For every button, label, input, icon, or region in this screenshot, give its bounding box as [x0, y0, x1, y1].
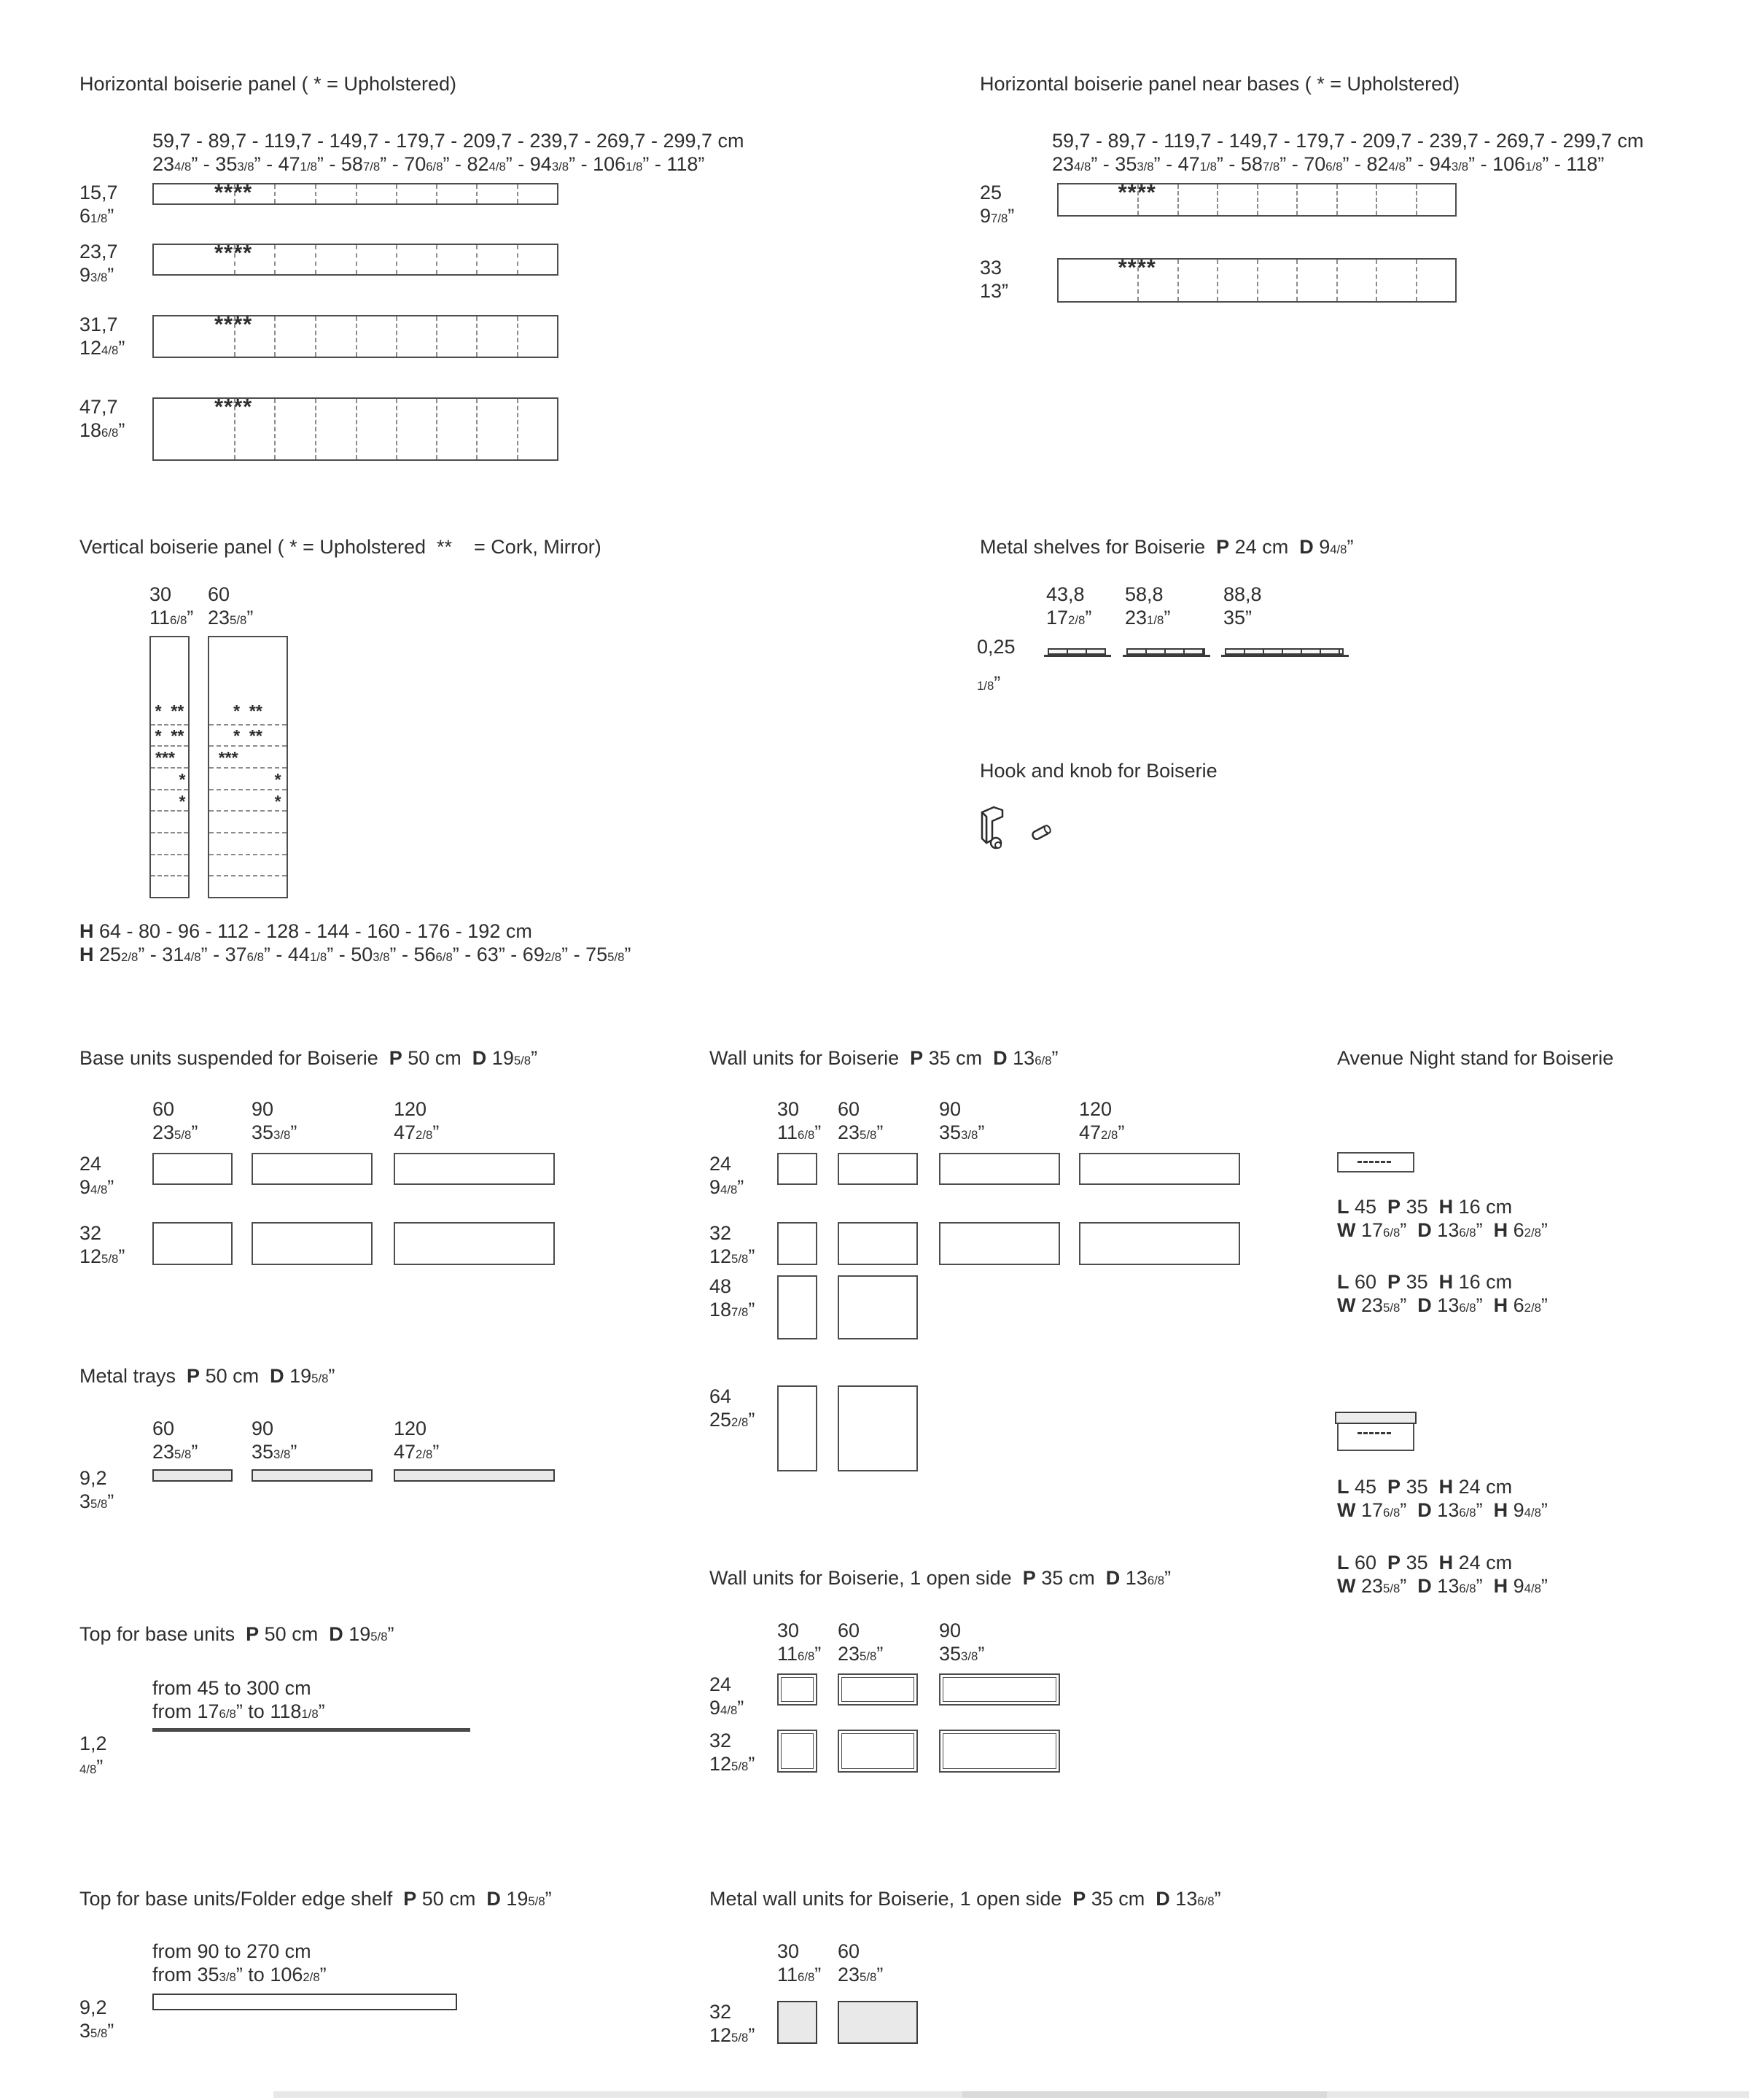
- col-label-cm: 90: [252, 1098, 274, 1120]
- col-label-cm: 90: [939, 1619, 962, 1641]
- material-marks: * **: [233, 726, 262, 745]
- col-label-cm: 60: [838, 1940, 860, 1962]
- panel-module-divider: [151, 854, 188, 855]
- panel-module-divider: [436, 399, 437, 459]
- panel-module-divider: [209, 832, 287, 833]
- material-marks: * **: [155, 701, 184, 720]
- col-label-cm: 58,8: [1125, 583, 1164, 605]
- tray-diagram: [394, 1469, 555, 1482]
- panel-module-divider: [476, 184, 478, 203]
- spec-in: W 235/8” D 136/8” H 62/8”: [1337, 1294, 1548, 1316]
- vertical-panel-diagram: [208, 636, 288, 898]
- section-title: Wall units for Boiserie P 35 cm D 136/8”: [709, 1047, 1059, 1069]
- col-label-in: 35”: [1223, 607, 1253, 629]
- col-label-in: 116/8”: [777, 1121, 822, 1143]
- section-title: Wall units for Boiserie, 1 open side P 35 cm D 136/8”: [709, 1567, 1172, 1589]
- panel-module-divider: [1217, 260, 1218, 301]
- row-label-cm: 32: [79, 1222, 102, 1244]
- unit-box: [777, 1275, 817, 1339]
- vertical-panel-diagram: [149, 636, 190, 898]
- row-label-in: 1/8”: [977, 672, 1001, 694]
- hook-icon: [980, 805, 1012, 852]
- panel-module-divider: [209, 789, 287, 790]
- panel-module-divider: [209, 767, 287, 769]
- panel-module-divider: [274, 184, 276, 203]
- panel-module-divider: [234, 245, 235, 274]
- night-stand-diagram-h24: [1337, 1420, 1414, 1451]
- unit-box: [394, 1153, 555, 1185]
- col-label-in: 472/8”: [1079, 1121, 1125, 1143]
- panel-diagram: [152, 179, 558, 205]
- panel-module-divider: [476, 399, 478, 459]
- row-label-cm: 9,2: [79, 1467, 107, 1489]
- panel-module-divider: [396, 184, 397, 203]
- spec-in: W 176/8” D 136/8” H 94/8”: [1337, 1499, 1548, 1521]
- material-marks: * **: [155, 726, 184, 745]
- col-label-cm: 60: [152, 1418, 175, 1439]
- row-label-cm: 32: [709, 1730, 732, 1751]
- col-label-in: 353/8”: [939, 1121, 985, 1143]
- row-label-cm: 32: [709, 1222, 732, 1244]
- col-label-cm: 120: [394, 1418, 427, 1439]
- row-label-in: 94/8”: [79, 1176, 114, 1198]
- material-marks: *: [179, 770, 186, 789]
- col-label-in: 235/8”: [208, 607, 254, 629]
- unit-box: [939, 1153, 1060, 1185]
- row-label-in: 61/8”: [79, 205, 114, 227]
- page-bottom-crop-strip: [962, 2091, 1327, 2098]
- panel-module-divider: [1177, 184, 1179, 215]
- metal-unit-box: [777, 2001, 817, 2044]
- row-label-in: 125/8”: [79, 1245, 125, 1267]
- panel-module-divider: [1336, 184, 1338, 215]
- panel-module-divider: [151, 832, 188, 833]
- spec-in: W 176/8” D 136/8” H 62/8”: [1337, 1219, 1548, 1241]
- open-unit-box: [838, 1730, 918, 1773]
- panel-module-divider: [151, 745, 188, 747]
- row-label-cm: 31,7: [79, 314, 118, 335]
- upholstered-stars: ****: [214, 311, 253, 337]
- panel-module-divider: [151, 810, 188, 812]
- panel-module-divider: [209, 875, 287, 876]
- panel-diagram: [1057, 179, 1457, 217]
- row-label-in: 125/8”: [709, 2024, 755, 2046]
- col-label-cm: 120: [394, 1098, 427, 1120]
- section-title: Top for base units/Folder edge shelf P 50 cm D 195/8”: [79, 1888, 552, 1910]
- material-marks: * **: [233, 701, 262, 720]
- night-stand-diagram-h16: [1337, 1152, 1414, 1172]
- col-label-in: 235/8”: [838, 1643, 884, 1665]
- drawer-dashes: [1357, 1161, 1391, 1163]
- col-label-in: 472/8”: [394, 1441, 440, 1463]
- section-title: Horizontal boiserie panel near bases ( * = Upholstered): [980, 73, 1460, 95]
- shelf-diagram: [1225, 648, 1344, 655]
- upholstered-stars: ****: [1118, 179, 1156, 205]
- shelf-diagram: [1126, 648, 1205, 655]
- unit-box: [1079, 1153, 1240, 1185]
- panel-module-divider: [396, 399, 397, 459]
- col-label-cm: 30: [777, 1619, 800, 1641]
- spec-cm: L 45 P 35 H 16 cm: [1337, 1196, 1513, 1218]
- range-cm: from 90 to 270 cm: [152, 1940, 311, 1962]
- section-title: Vertical boiserie panel ( * = Upholstered ** = Cork, Mirror): [79, 536, 601, 558]
- row-label-cm: 32: [709, 2001, 732, 2023]
- panel-module-divider: [1137, 184, 1139, 215]
- row-label-cm: 24: [79, 1153, 102, 1175]
- unit-box: [939, 1222, 1060, 1265]
- row-label-cm: 25: [980, 182, 1002, 203]
- tray-diagram: [152, 1469, 233, 1482]
- panel-module-divider: [1217, 184, 1218, 215]
- row-label-in: 94/8”: [709, 1176, 744, 1198]
- row-label-in: 186/8”: [79, 419, 125, 441]
- panel-module-divider: [396, 316, 397, 357]
- col-label-in: 472/8”: [394, 1121, 440, 1143]
- row-label-cm: 0,25: [977, 636, 1016, 658]
- col-label-in: 235/8”: [838, 1121, 884, 1143]
- panel-module-divider: [1296, 260, 1298, 301]
- row-label-cm: 64: [709, 1385, 732, 1407]
- unit-box: [152, 1222, 233, 1265]
- open-unit-box: [939, 1730, 1060, 1773]
- dims-in: 234/8” - 353/8” - 471/8” - 587/8” - 706/8” - 824/8” - 943/8” - 1061/8” - 118”: [152, 153, 705, 175]
- material-marks: ***: [218, 748, 238, 767]
- spec-cm: L 60 P 35 H 16 cm: [1337, 1271, 1513, 1293]
- row-label-in: 94/8”: [709, 1697, 744, 1719]
- panel-module-divider: [315, 184, 316, 203]
- panel-module-divider: [315, 399, 316, 459]
- col-label-in: 235/8”: [838, 1964, 884, 1986]
- panel-module-divider: [209, 724, 287, 726]
- tray-diagram: [252, 1469, 373, 1482]
- panel-module-divider: [1416, 184, 1417, 215]
- row-label-cm: 48: [709, 1275, 732, 1297]
- panel-module-divider: [476, 245, 478, 274]
- row-label-in: 13”: [980, 280, 1009, 302]
- row-label-cm: 47,7: [79, 396, 118, 418]
- unit-box: [838, 1275, 918, 1339]
- panel-module-divider: [1336, 260, 1338, 301]
- material-marks: *: [274, 770, 281, 789]
- panel-module-divider: [315, 245, 316, 274]
- col-label-cm: 60: [152, 1098, 175, 1120]
- col-label-cm: 90: [939, 1098, 962, 1120]
- panel-module-divider: [209, 810, 287, 812]
- drawer-dashes: [1357, 1432, 1391, 1434]
- panel-module-divider: [274, 316, 276, 357]
- upholstered-stars: ****: [214, 394, 253, 419]
- col-label-cm: 60: [208, 583, 230, 605]
- unit-box: [838, 1222, 918, 1265]
- col-label-cm: 43,8: [1046, 583, 1085, 605]
- panel-module-divider: [274, 245, 276, 274]
- upholstered-stars: ****: [214, 179, 253, 205]
- panel-diagram: [152, 311, 558, 358]
- panel-module-divider: [1296, 184, 1298, 215]
- panel-module-divider: [151, 767, 188, 769]
- section-title: Metal trays P 50 cm D 195/8”: [79, 1365, 335, 1387]
- row-label-cm: 23,7: [79, 241, 118, 262]
- range-in: from 176/8” to 1181/8”: [152, 1700, 325, 1722]
- col-label-cm: 60: [838, 1098, 860, 1120]
- col-label-in: 235/8”: [152, 1121, 198, 1143]
- panel-module-divider: [356, 399, 357, 459]
- dims-cm: 59,7 - 89,7 - 119,7 - 149,7 - 179,7 - 209,7 - 239,7 - 269,7 - 299,7 cm: [152, 130, 744, 152]
- material-marks: *: [179, 792, 186, 811]
- unit-box: [394, 1222, 555, 1265]
- col-label-cm: 90: [252, 1418, 274, 1439]
- panel-module-divider: [234, 399, 235, 459]
- upholstered-stars: ****: [1118, 254, 1156, 280]
- unit-box: [777, 1153, 817, 1185]
- panel-module-divider: [356, 245, 357, 274]
- panel-module-divider: [1177, 260, 1179, 301]
- heights-cm: H 64 - 80 - 96 - 112 - 128 - 144 - 160 - 176 - 192 cm: [79, 920, 532, 942]
- panel-diagram: [152, 394, 558, 461]
- top-diagram: [152, 1728, 470, 1732]
- panel-module-divider: [436, 316, 437, 357]
- col-label-in: 172/8”: [1046, 607, 1092, 629]
- unit-box: [838, 1385, 918, 1471]
- section-title: Avenue Night stand for Boiserie: [1337, 1047, 1614, 1069]
- col-label-cm: 60: [838, 1619, 860, 1641]
- unit-box: [1079, 1222, 1240, 1265]
- unit-box: [838, 1153, 918, 1185]
- row-label-in: 125/8”: [709, 1753, 755, 1775]
- panel-module-divider: [356, 184, 357, 203]
- panel-module-divider: [1376, 260, 1377, 301]
- panel-module-divider: [274, 399, 276, 459]
- unit-box: [777, 1222, 817, 1265]
- col-label-in: 231/8”: [1125, 607, 1171, 629]
- panel-module-divider: [517, 245, 518, 274]
- panel-module-divider: [209, 745, 287, 747]
- unit-box: [252, 1222, 373, 1265]
- heights-in: H 252/8” - 314/8” - 376/8” - 441/8” - 503/8” - 566/8” - 63” - 692/8” - 755/8”: [79, 944, 631, 965]
- row-label-cm: 33: [980, 257, 1002, 279]
- section-title: Metal shelves for Boiserie P 24 cm D 94/8”: [980, 536, 1354, 558]
- row-label-in: 252/8”: [709, 1409, 755, 1431]
- unit-box: [252, 1153, 373, 1185]
- shelf-diagram: [152, 1994, 457, 2010]
- row-label-in: 125/8”: [709, 1245, 755, 1267]
- open-unit-box: [939, 1673, 1060, 1706]
- panel-diagram: [152, 240, 558, 276]
- panel-module-divider: [315, 316, 316, 357]
- panel-module-divider: [234, 316, 235, 357]
- col-label-cm: 30: [777, 1098, 800, 1120]
- col-label-cm: 120: [1079, 1098, 1113, 1120]
- open-unit-box: [777, 1673, 817, 1706]
- col-label-in: 116/8”: [777, 1643, 822, 1665]
- open-unit-box: [838, 1673, 918, 1706]
- shelf-baseline: [1044, 655, 1111, 657]
- section-title: Base units suspended for Boiserie P 50 cm D 195/8”: [79, 1047, 538, 1069]
- spec-in: W 235/8” D 136/8” H 94/8”: [1337, 1575, 1548, 1597]
- row-label-cm: 24: [709, 1153, 732, 1175]
- panel-module-divider: [436, 245, 437, 274]
- panel-module-divider: [209, 854, 287, 855]
- col-label-in: 116/8”: [149, 607, 194, 629]
- section-title: Hook and knob for Boiserie: [980, 760, 1218, 782]
- knob-icon: [1029, 822, 1054, 843]
- shelf-baseline: [1123, 655, 1210, 657]
- panel-module-divider: [151, 724, 188, 726]
- shelf-diagram: [1048, 648, 1106, 655]
- row-label-in: 124/8”: [79, 337, 125, 359]
- spec-cm: L 60 P 35 H 24 cm: [1337, 1552, 1513, 1574]
- section-title: Horizontal boiserie panel ( * = Upholstered): [79, 73, 457, 95]
- section-title: Metal wall units for Boiserie, 1 open side P 35 cm D 136/8”: [709, 1888, 1221, 1910]
- open-unit-box: [777, 1730, 817, 1773]
- row-label-in: 4/8”: [79, 1756, 104, 1778]
- col-label-cm: 30: [149, 583, 172, 605]
- panel-module-divider: [1257, 260, 1258, 301]
- material-marks: *: [274, 792, 281, 811]
- panel-module-divider: [151, 875, 188, 876]
- panel-module-divider: [396, 245, 397, 274]
- row-label-in: 35/8”: [79, 2020, 114, 2042]
- panel-module-divider: [1376, 184, 1377, 215]
- material-marks: ***: [155, 748, 175, 767]
- spec-cm: L 45 P 35 H 24 cm: [1337, 1476, 1513, 1498]
- col-label-in: 353/8”: [252, 1121, 297, 1143]
- col-label-in: 353/8”: [939, 1643, 985, 1665]
- shelf-baseline: [1221, 655, 1349, 657]
- section-title: Top for base units P 50 cm D 195/8”: [79, 1623, 394, 1645]
- unit-box: [152, 1153, 233, 1185]
- metal-unit-box: [838, 2001, 918, 2044]
- dims-in: 234/8” - 353/8” - 471/8” - 587/8” - 706/8” - 824/8” - 943/8” - 1061/8” - 118”: [1052, 153, 1605, 175]
- panel-module-divider: [151, 789, 188, 790]
- panel-module-divider: [476, 316, 478, 357]
- row-label-in: 93/8”: [79, 264, 114, 286]
- panel-module-divider: [234, 184, 235, 203]
- panel-module-divider: [436, 184, 437, 203]
- panel-module-divider: [356, 316, 357, 357]
- panel-module-divider: [517, 184, 518, 203]
- row-label-in: 187/8”: [709, 1299, 755, 1321]
- panel-diagram: [1057, 254, 1457, 303]
- panel-module-divider: [1137, 260, 1139, 301]
- panel-module-divider: [1416, 260, 1417, 301]
- col-label-in: 353/8”: [252, 1441, 297, 1463]
- panel-module-divider: [517, 316, 518, 357]
- row-label-cm: 1,2: [79, 1732, 107, 1754]
- row-label-in: 35/8”: [79, 1490, 114, 1512]
- col-label-cm: 30: [777, 1940, 800, 1962]
- night-stand-top-lid: [1335, 1412, 1417, 1424]
- panel-module-divider: [517, 399, 518, 459]
- unit-box: [777, 1385, 817, 1471]
- dims-cm: 59,7 - 89,7 - 119,7 - 149,7 - 179,7 - 209,7 - 239,7 - 269,7 - 299,7 cm: [1052, 130, 1644, 152]
- col-label-in: 235/8”: [152, 1441, 198, 1463]
- range-cm: from 45 to 300 cm: [152, 1677, 311, 1699]
- row-label-in: 97/8”: [980, 205, 1015, 227]
- row-label-cm: 24: [709, 1673, 732, 1695]
- range-in: from 353/8” to 1062/8”: [152, 1964, 327, 1986]
- panel-module-divider: [1257, 184, 1258, 215]
- row-label-cm: 15,7: [79, 182, 118, 203]
- upholstered-stars: ****: [214, 240, 253, 265]
- col-label-in: 116/8”: [777, 1964, 822, 1986]
- col-label-cm: 88,8: [1223, 583, 1262, 605]
- row-label-cm: 9,2: [79, 1996, 107, 2018]
